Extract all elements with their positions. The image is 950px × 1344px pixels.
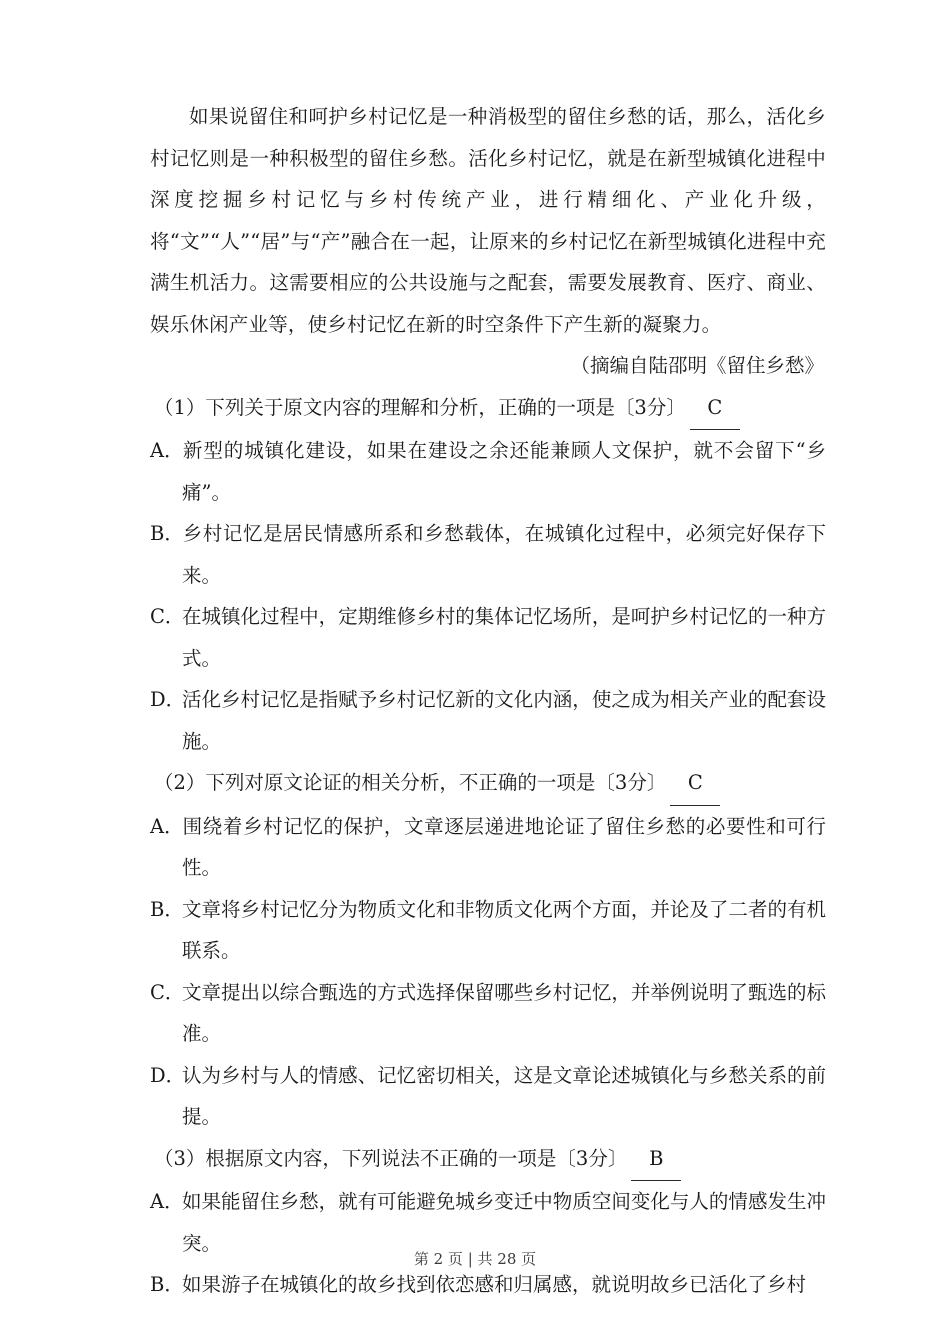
option-letter: A． bbox=[150, 439, 184, 462]
question-1-option-d[interactable] bbox=[150, 679, 826, 762]
question-2-option-a[interactable] bbox=[150, 806, 826, 889]
question-3-stem-text: （3）根据原文内容，下列说法不正确的一项是〔3分〕 bbox=[154, 1146, 628, 1170]
option-text: 文章将乡村记忆分为物质文化和非物质文化两个方面，并论及了二者的有机联系。 bbox=[182, 897, 826, 962]
question-2-stem bbox=[150, 762, 826, 806]
option-letter: B． bbox=[150, 897, 184, 921]
question-1-answer[interactable]: C bbox=[690, 387, 740, 431]
option-text: 认为乡村与人的情感、记忆密切相关，这是文章论述城镇化与乡愁关系的前提。 bbox=[182, 1063, 826, 1128]
option-text: 活化乡村记忆是指赋予乡村记忆新的文化内涵，使之成为相关产业的配套设施。 bbox=[182, 688, 826, 753]
question-2-option-c[interactable] bbox=[150, 972, 826, 1055]
page-footer bbox=[0, 1248, 950, 1269]
option-text: 新型的城镇化建设，如果在建设之余还能兼顾人文保护，就不会留下“乡痛”。 bbox=[182, 439, 826, 504]
option-text: 如果能留住乡愁，就有可能避免城乡变迁中物质空间变化与人的情感发生冲突。 bbox=[182, 1190, 826, 1255]
question-2-answer[interactable]: C bbox=[670, 762, 720, 806]
option-letter: A． bbox=[150, 814, 184, 838]
question-1-stem bbox=[150, 387, 826, 431]
option-text: 如果游子在城镇化的故乡找到依恋感和归属感，就说明故乡已活化了乡村 bbox=[182, 1273, 807, 1296]
question-3-option-b[interactable] bbox=[150, 1264, 826, 1306]
option-letter: B． bbox=[150, 1273, 184, 1296]
option-text: 在城镇化过程中，定期维修乡村的集体记忆场所，是呵护乡村记忆的一种方式。 bbox=[182, 605, 826, 670]
option-letter: A． bbox=[150, 1190, 184, 1213]
question-2-option-b[interactable] bbox=[150, 889, 826, 972]
page-content bbox=[150, 96, 826, 1306]
option-text: 乡村记忆是居民情感所系和乡愁载体，在城镇化过程中，必须完好保存下来。 bbox=[182, 522, 826, 587]
option-letter: C． bbox=[150, 980, 185, 1004]
question-2-option-d[interactable] bbox=[150, 1055, 826, 1138]
option-text: 围绕着乡村记忆的保护，文章逐层递进地论证了留住乡愁的必要性和可行性。 bbox=[182, 814, 826, 879]
passage-paragraph: 如果说留住和呵护乡村记忆是一种消极型的留住乡愁的话，那么，活化乡村记忆则是一种积极型的留住乡愁。活化乡村记忆，就是在新型城镇化进程中深度挖掘乡村记忆与乡村传统产业，进行精细化、产业化升级，将“文”“人”“居”与“产”融合在一起，让原来的乡村记忆在新型城镇化进程中充满生机活力。这需要相应的公共设施与之配套，需要发展教育、医疗、商业、娱乐休闲产业等，使乡村记忆在新的时空条件下产生新的凝聚力。 bbox=[150, 105, 826, 336]
source-attribution: （摘编自陆邵明《留住乡愁》 bbox=[570, 354, 824, 377]
option-letter: C． bbox=[150, 605, 185, 628]
question-1-option-b[interactable] bbox=[150, 513, 826, 596]
question-1-stem-text: （1）下列关于原文内容的理解和分析，正确的一项是〔3分〕 bbox=[154, 395, 686, 419]
question-3-stem bbox=[150, 1138, 826, 1182]
question-3-answer[interactable]: B bbox=[631, 1138, 681, 1182]
question-1-option-c[interactable] bbox=[150, 596, 826, 679]
question-2-stem-text: （2）下列对原文论证的相关分析，不正确的一项是〔3分〕 bbox=[154, 771, 667, 794]
question-1-option-a[interactable] bbox=[150, 430, 826, 513]
option-letter: B． bbox=[150, 522, 184, 545]
option-letter: D． bbox=[150, 688, 186, 711]
option-text: 文章提出以综合甄选的方式选择保留哪些乡村记忆，并举例说明了甄选的标准。 bbox=[182, 980, 826, 1045]
option-letter: D． bbox=[150, 1063, 186, 1087]
page-number-label: 第 2 页 | 共 28 页 bbox=[413, 1250, 537, 1268]
